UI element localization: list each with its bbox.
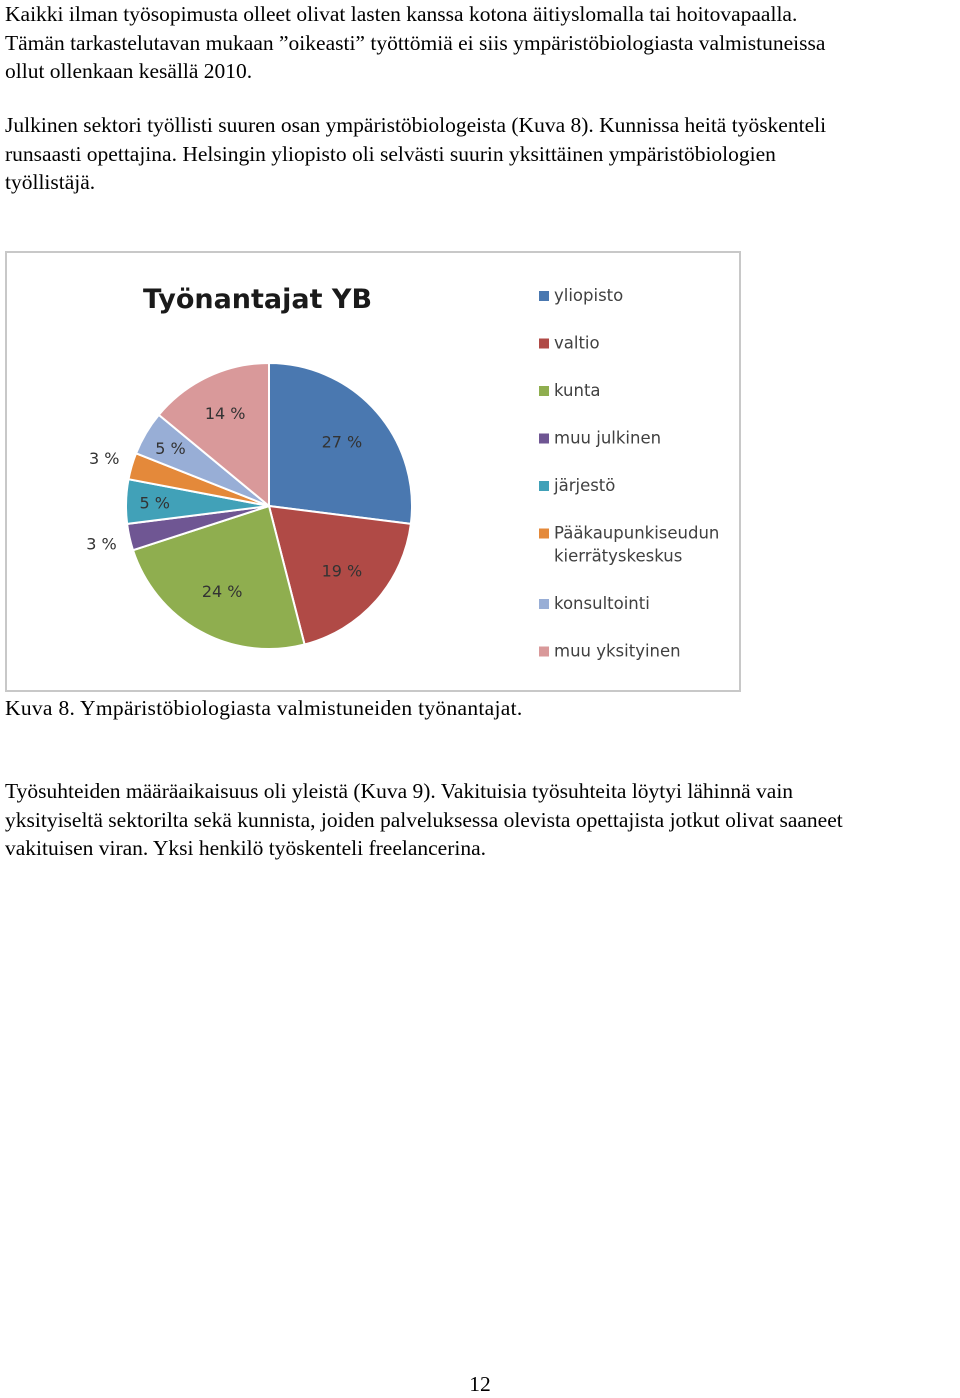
legend-swatch [539, 434, 549, 444]
slice-value-label: 3 % [86, 534, 117, 554]
paragraph-line: yksityiseltä sektorilta sekä kunnista, joiden palveluksessa olevista opettajista jotkut olivat saaneet [5, 807, 843, 832]
legend-label: yliopisto [554, 286, 624, 305]
slice-value-label: 19 % [321, 561, 363, 581]
chart-title: Työnantajat YB [143, 284, 373, 315]
legend-label: konsultointi [554, 594, 650, 613]
legend-swatch [539, 529, 549, 539]
paragraph-line: Julkinen sektori työllisti suuren osan ympäristöbiologeista (Kuva 8). Kunnissa heitä työskenteli [5, 113, 827, 137]
legend-swatch [539, 291, 549, 301]
legend-swatch [539, 386, 549, 396]
slice-value-label: 5 % [155, 438, 186, 458]
legend-swatch [539, 481, 549, 491]
legend-swatch [539, 339, 549, 349]
paragraph-line: vakituisen viran. Yksi henkilö työskenteli freelancerina. [5, 836, 487, 860]
legend-label: järjestö [554, 476, 616, 495]
page-number: 12 [469, 1372, 491, 1396]
paragraph-line: työllistäjä. [5, 170, 96, 194]
slice-value-label: 3 % [88, 449, 120, 469]
paragraph-line: Tämän tarkastelutavan mukaan ”oikeasti” työttömiä ei siis ympäristöbiologiasta valmistuneissa [5, 30, 826, 55]
pie-chart-figure [5, 251, 741, 692]
paragraph-line: Työsuhteiden määräaikaisuus oli yleistä (Kuva 9). Vakituisia työsuhteita löytyi lähinnä vain [5, 779, 794, 803]
paragraph-line: ollut ollenkaan kesällä 2010. [5, 59, 253, 83]
slice-value-label: 27 % [321, 432, 363, 452]
legend-label: valtio [554, 333, 600, 353]
paragraph-line: runsaasti opettajina. Helsingin yliopisto oli selvästi suurin yksittäinen ympäristöbiologien [5, 141, 776, 166]
legend-label: kunta [554, 381, 601, 400]
slice-value-label: 24 % [201, 582, 243, 602]
legend-label: muu julkinen [554, 428, 662, 448]
paragraph-2 [5, 111, 960, 197]
figure-caption: Kuva 8. Ympäristöbiologiasta valmistuneiden työnantajat. [5, 696, 523, 720]
paragraph-line: Kaikki ilman työsopimusta olleet olivat lasten kanssa kotona äitiyslomalla tai hoitovapaalla. [5, 2, 798, 26]
legend-label: muu yksityinen [554, 641, 681, 661]
legend-label: kierrätyskeskus [554, 546, 683, 566]
pie-chart [7, 253, 739, 690]
legend-swatch [539, 599, 549, 609]
paragraph-3 [5, 777, 960, 863]
paragraph-1 [5, 0, 960, 86]
legend-label: Pääkaupunkiseudun [554, 523, 720, 543]
slice-value-label: 5 % [139, 493, 170, 513]
slice-value-label: 14 % [204, 403, 246, 423]
legend-swatch [539, 647, 549, 657]
